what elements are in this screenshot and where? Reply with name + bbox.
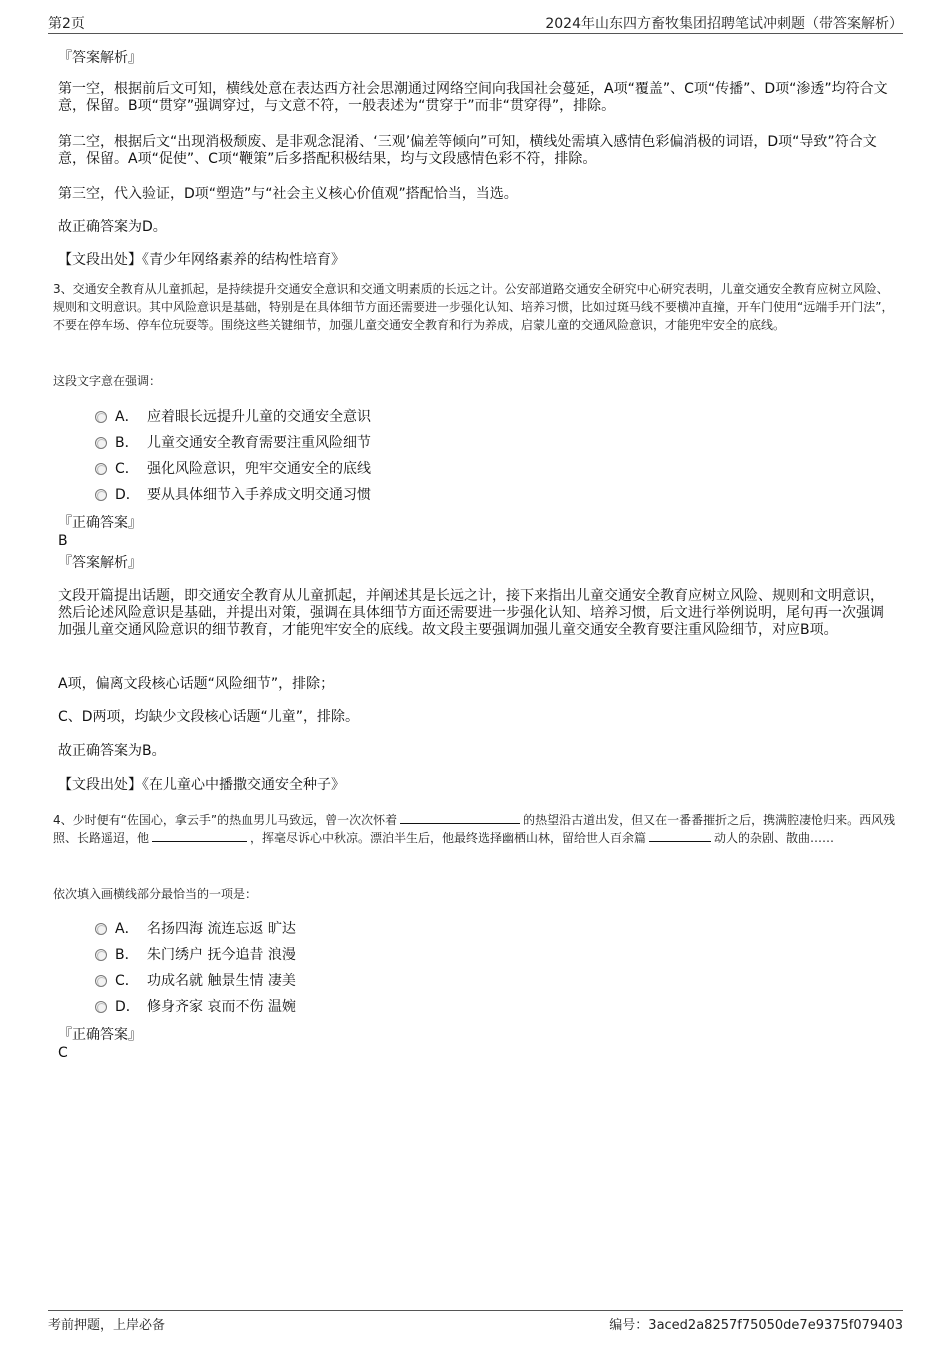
option-text: 朱门绣户 抚今追昔 浪漫 <box>147 947 296 963</box>
stem-text: 动人的杂剧、散曲…… <box>714 831 835 845</box>
analysis-paragraph-1: 第一空，根据前后文可知，横线处意在表达西方社会思潮通过网络空间向我国社会蔓延，A项“覆盖”、C项“传播”、D项“渗透”均符合文意，保留。B项“贯穿”强调穿过，与文意不符，一般表述为“贯穿于”而非“贯穿得”，排除。 <box>58 81 888 114</box>
option-text: 功成名就 触景生情 凄美 <box>147 973 296 989</box>
option-b[interactable] <box>95 433 495 453</box>
radio-icon[interactable] <box>95 489 107 501</box>
option-text: 要从具体细节入手养成文明交通习惯 <box>147 487 371 503</box>
source-citation: 【文段出处】《青少年网络素养的结构性培育》 <box>58 252 345 268</box>
option-letter: A． <box>115 921 139 937</box>
document-title: 2024年山东四方畜牧集团招聘笔试冲刺题（带答案解析） <box>545 16 903 32</box>
radio-icon[interactable] <box>95 1001 107 1013</box>
option-a[interactable] <box>95 407 495 427</box>
option-text: 儿童交通安全教育需要注重风险细节 <box>147 435 371 451</box>
fill-blank-1[interactable] <box>400 812 520 824</box>
stem-text: 的热望沿古道出发，但又在一番番摧折之后，携满腔凄怆归来。西风残照、长路遥迢，他 <box>53 813 896 845</box>
footer-divider <box>48 1310 903 1311</box>
analysis-note-cd: C、D两项，均缺少文段核心话题“儿童”，排除。 <box>58 709 360 725</box>
analysis-paragraph: 文段开篇提出话题，即交通安全教育从儿童抓起，并阐述其是长远之计，接下来指出儿童交通安全教育应树立风险、规则和文明意识，然后论述风险意识是基础，并提出对策，强调在具体细节方面还需要进一步强化认知、培养习惯，后文进行举例说明，尾句再一次强调加强儿童交通风险意识的细节教育，才能兜牢安全的底线。故文段主要强调加强儿童交通安全教育要注重风险细节，对应B项。 <box>58 588 884 638</box>
question-3-prompt: 这段文字意在强调： <box>53 374 162 388</box>
fill-blank-3[interactable] <box>649 830 711 842</box>
document-id: 编号：3aced2a8257f75050de7e9375f079403 <box>609 1318 903 1333</box>
stem-text: ，挥毫尽诉心中秋凉。漂泊半生后，他最终选择幽栖山林，留给世人百余篇 <box>250 831 647 845</box>
source-citation: 【文段出处】《在儿童心中播撒交通安全种子》 <box>58 777 345 793</box>
question-4-prompt: 依次填入画横线部分最恰当的一项是： <box>53 887 258 901</box>
correct-answer-label: 『正确答案』 <box>58 515 142 531</box>
option-d[interactable] <box>95 485 495 505</box>
correct-answer-value: B <box>58 533 68 549</box>
option-letter: B． <box>115 435 139 451</box>
option-c[interactable] <box>95 459 495 479</box>
radio-icon[interactable] <box>95 923 107 935</box>
option-letter: C． <box>115 973 139 989</box>
question-3-stem: 3、交通安全教育从儿童抓起，是持续提升交通安全意识和交通文明素质的长远之计。公安部道路交通安全研究中心研究表明，儿童交通安全教育应树立风险、规则和文明意识。其中风险意识是基础，特别是在具体细节方面还需要进一步强化认知、培养习惯，比如过斑马线不要横冲直撞，开车门使用“远端手开门法”，不要在停车场、停车位玩耍等。围绕这些关键细节，加强儿童交通安全教育和行为养成，启蒙儿童的交通风险意识，才能兜牢安全的底线。 <box>53 282 894 332</box>
correct-answer-value: C <box>58 1045 68 1061</box>
stem-text: 4、少时便有“佐国心，拿云手”的热血男儿马致远，曾一次次怀着 <box>53 813 398 827</box>
option-text: 强化风险意识，兜牢交通安全的底线 <box>147 461 371 477</box>
option-letter: D． <box>115 999 140 1015</box>
option-letter: A． <box>115 409 139 425</box>
analysis-label: 『答案解析』 <box>58 50 142 66</box>
option-letter: D． <box>115 487 140 503</box>
analysis-paragraph-2: 第二空，根据后文“出现消极颓废、是非观念混淆、‘三观’偏差等倾向”可知，横线处需填入感情色彩偏消极的词语，D项“导致”符合文意，保留。A项“促使”、C项“鞭策”后多搭配积极结果，均与文段感情色彩不符，排除。 <box>58 134 877 167</box>
correct-answer-label: 『正确答案』 <box>58 1027 142 1043</box>
answer-conclusion: 故正确答案为B。 <box>58 743 166 759</box>
option-text: 应着眼长远提升儿童的交通安全意识 <box>147 409 371 425</box>
option-letter: B． <box>115 947 139 963</box>
option-b[interactable] <box>95 945 495 965</box>
page-number: 第2页 <box>48 16 85 32</box>
radio-icon[interactable] <box>95 437 107 449</box>
radio-icon[interactable] <box>95 463 107 475</box>
option-a[interactable] <box>95 919 495 939</box>
option-letter: C． <box>115 461 139 477</box>
analysis-label: 『答案解析』 <box>58 555 142 571</box>
header-divider <box>48 33 903 34</box>
radio-icon[interactable] <box>95 949 107 961</box>
option-d[interactable] <box>95 997 495 1017</box>
answer-conclusion: 故正确答案为D。 <box>58 219 167 235</box>
radio-icon[interactable] <box>95 411 107 423</box>
fill-blank-2[interactable] <box>152 830 247 842</box>
analysis-note-a: A项，偏离文段核心话题“风险细节”，排除； <box>58 676 335 692</box>
option-text: 名扬四海 流连忘返 旷达 <box>147 921 296 937</box>
radio-icon[interactable] <box>95 975 107 987</box>
analysis-paragraph-3: 第三空，代入验证，D项“塑造”与“社会主义核心价值观”搭配恰当，当选。 <box>58 186 518 202</box>
question-4-stem <box>53 811 898 847</box>
footer-slogan: 考前押题，上岸必备 <box>48 1318 166 1333</box>
option-c[interactable] <box>95 971 495 991</box>
option-text: 修身齐家 哀而不伤 温婉 <box>147 999 296 1015</box>
